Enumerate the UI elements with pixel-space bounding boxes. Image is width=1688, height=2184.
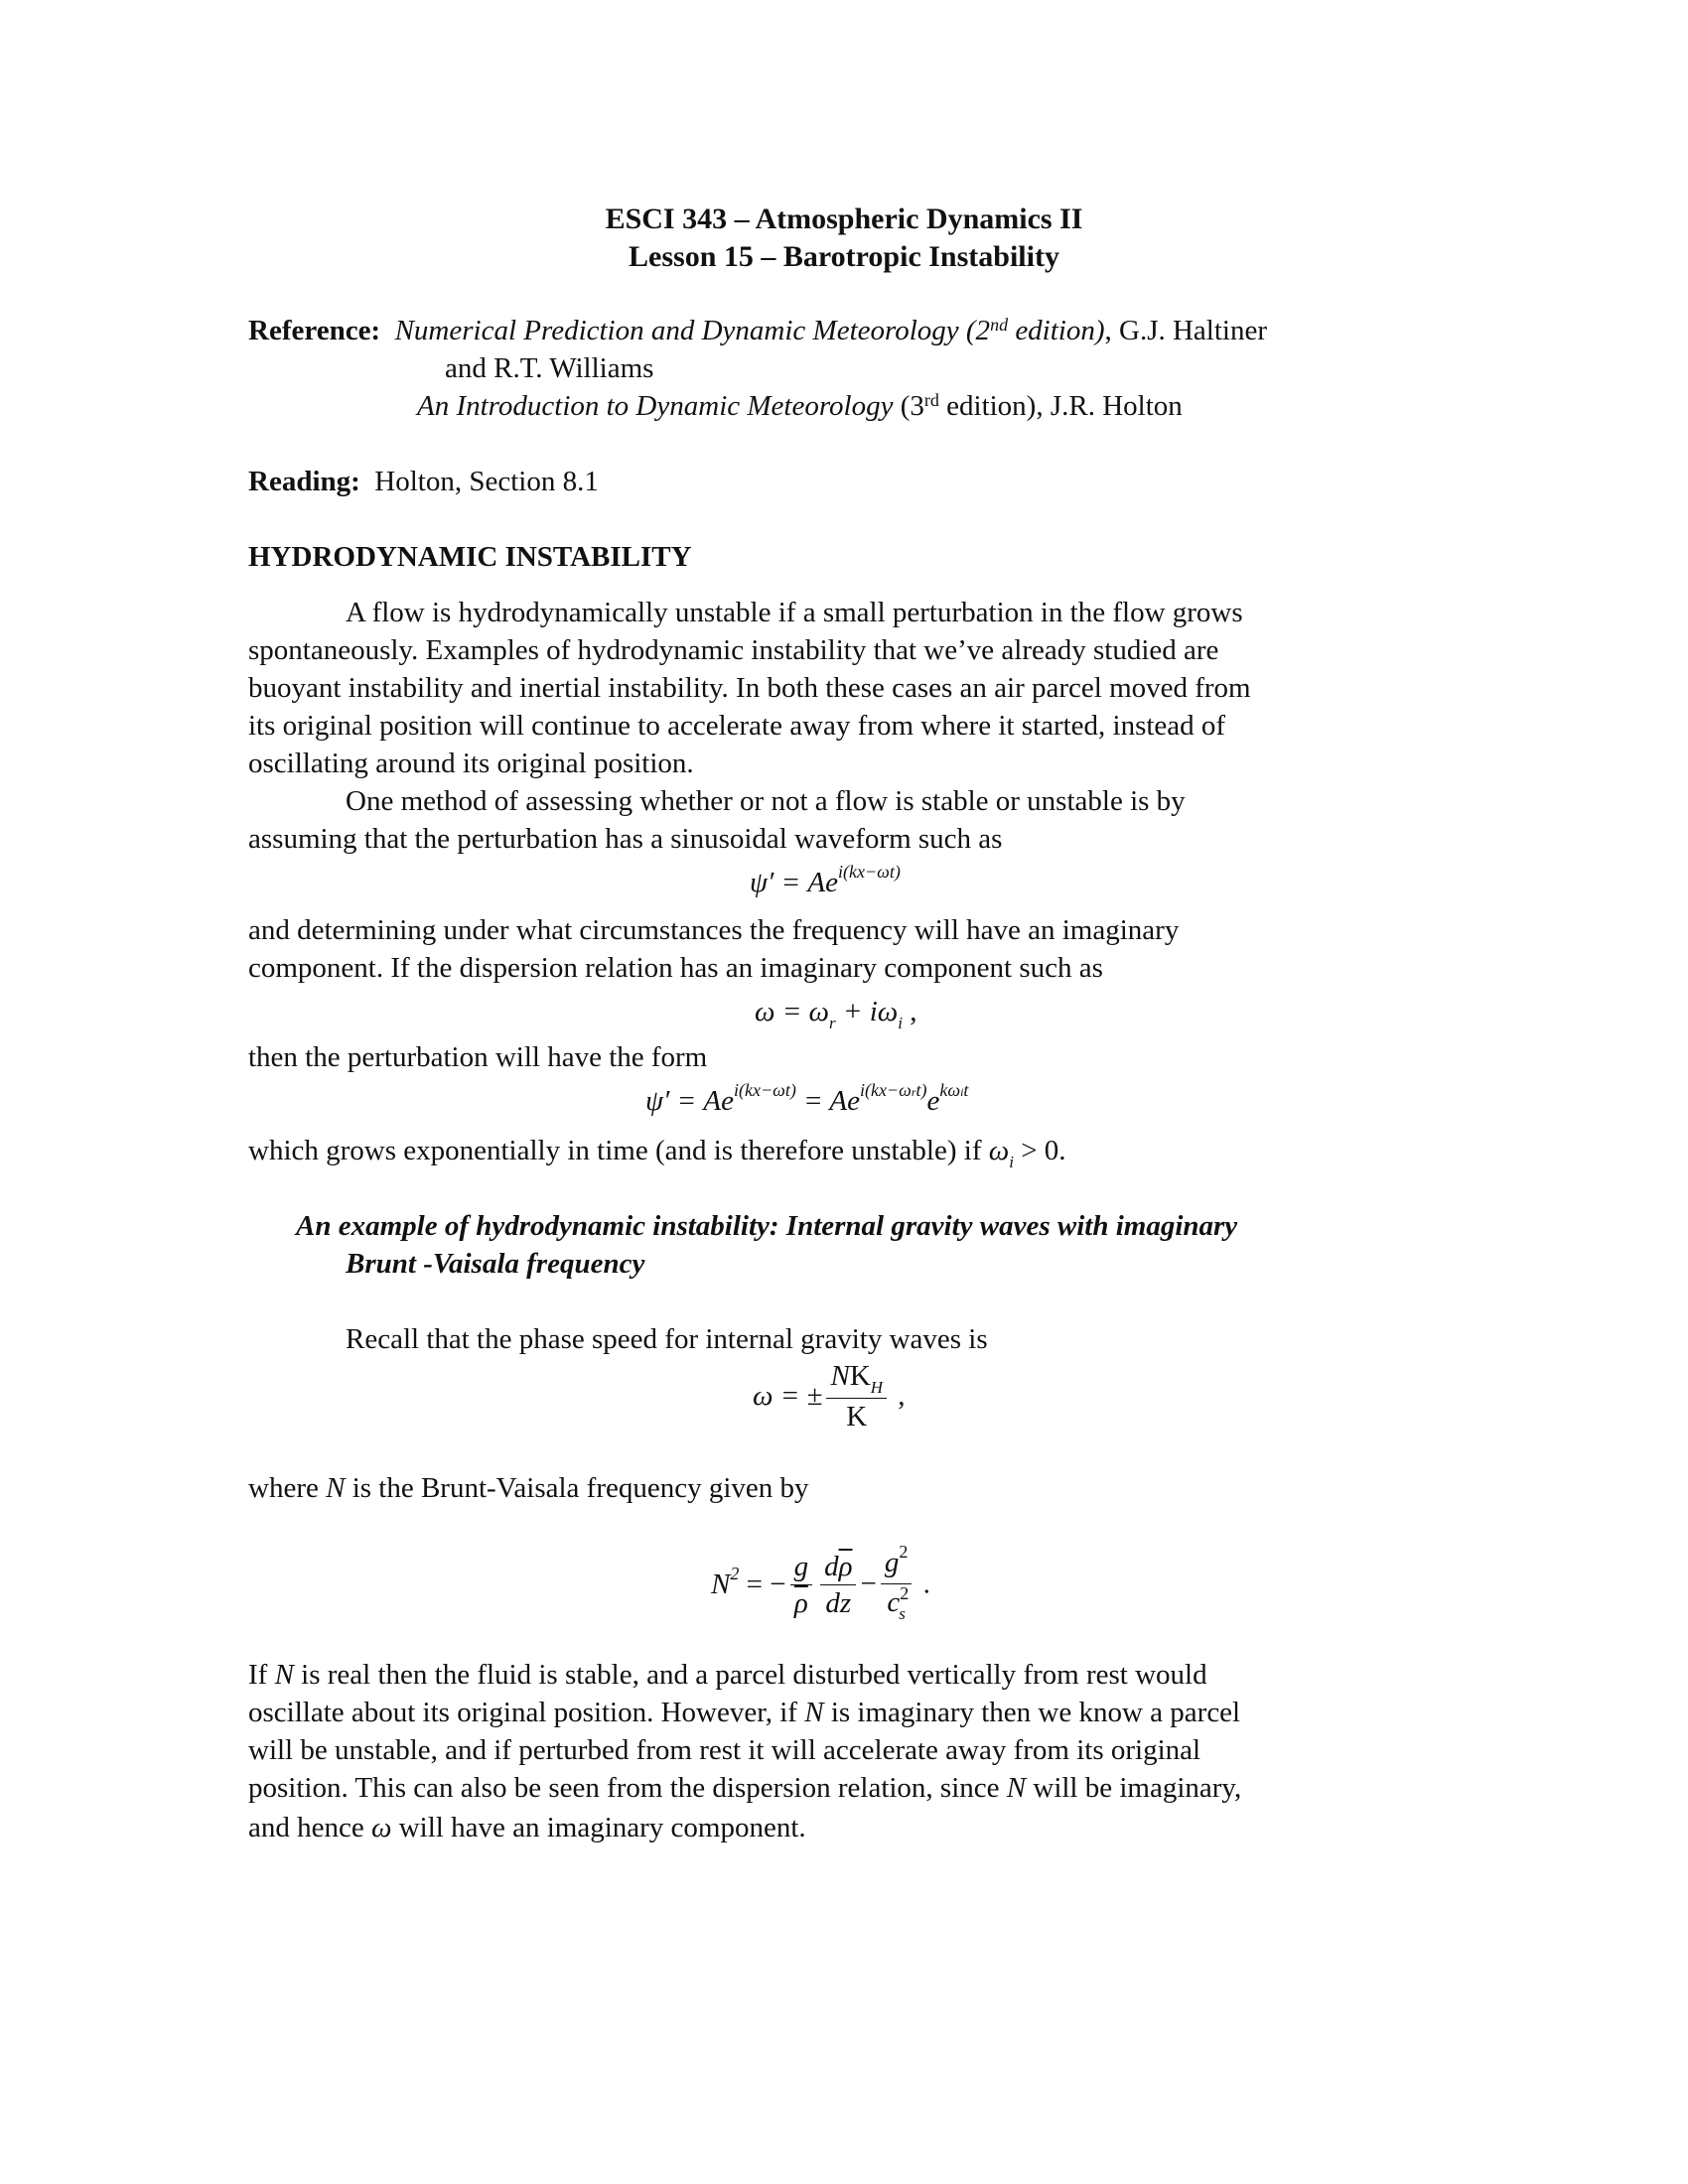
paragraph-8-line: and hence ω will have an imaginary component. [248,1812,806,1843]
section-heading: HYDRODYNAMIC INSTABILITY [248,541,692,573]
reference-2: An Introduction to Dynamic Meteorology (3rd edition), J.R. Holton [417,390,1183,422]
paragraph-2-line: One method of assessing whether or not a flow is stable or unstable is by [346,785,1186,817]
reference-line-1 [248,312,1267,349]
paragraph-1-line: A flow is hydrodynamically unstable if a small perturbation in the flow grows [346,597,1243,628]
paragraph-7: where N is the Brunt-Vaisala frequency given by [248,1472,809,1504]
reference-line-2: and R.T. Williams [445,352,654,384]
paragraph-8-line: will be unstable, and if perturbed from rest it will accelerate away from its original [248,1734,1201,1766]
paragraph-8-line: If N is real then the fluid is stable, and a parcel disturbed vertically from rest would [248,1659,1207,1691]
paragraph-1-line: spontaneously. Examples of hydrodynamic instability that we’ve already studied are [248,634,1219,666]
reference-2-title: An Introduction to Dynamic Meteorology [417,390,894,422]
paragraph-4: then the perturbation will have the form [248,1041,708,1073]
reference-1-title: Numerical Prediction and Dynamic Meteorology (2nd edition) [394,315,1105,346]
reference-1-authors: , G.J. Haltiner [1104,315,1268,346]
paragraph-8-line: position. This can also be seen from the dispersion relation, since N will be imaginary, [248,1772,1242,1804]
reading-line [248,463,599,500]
paragraph-3-line: and determining under what circumstances the frequency will have an imaginary [248,914,1180,946]
lesson-title: Lesson 15 – Barotropic Instability [629,240,1059,273]
reading-value: Holton, Section 8.1 [374,466,599,497]
paragraph-6: Recall that the phase speed for internal gravity waves is [346,1323,988,1355]
equation-growing-perturbation: $\psi' = Ae^{i(kx-\omega t)} = Ae^{i(kx-\omega rt)}e^{k\omega it}$ [645,1080,969,1117]
subheading-line-2: Brunt -Vaisala frequency [346,1248,645,1280]
paragraph-2-line: assuming that the perturbation has a sinusoidal waveform such as [248,823,1003,855]
paragraph-1-line: buoyant instability and inertial instability. In both these cases an air parcel moved from [248,672,1251,704]
equation-wave-form: $\psi' = Ae^{i(kx-\omega t)}$ [750,862,901,898]
reference-label: Reference: [248,315,381,346]
subheading-line-1: An example of hydrodynamic instability: Internal gravity waves with imaginary [296,1210,1238,1242]
paragraph-8-line: oscillate about its original position. However, if N is imaginary then we know a parcel [248,1697,1241,1728]
reading-label: Reading: [248,466,360,497]
course-title: ESCI 343 – Atmospheric Dynamics II [605,203,1083,235]
paragraph-1-line: oscillating around its original position. [248,748,694,779]
paragraph-3-line: component. If the dispersion relation has an imaginary component such as [248,952,1103,984]
equation-brunt-vaisala: $N^2$ = − $\frac{g}{\rho}$ $\frac{d\overline{\rho}}{dz}$ − $\frac{g^2}{c^2_s}$ . [711,1542,930,1623]
equation-complex-frequency: $\omega = \omega_r + i\omega_i$ , [755,996,917,1032]
paragraph-5: which grows exponentially in time (and is therefore unstable) if $\omega_i > 0$. [248,1135,1066,1171]
equation-phase-speed: ω = ± $\frac{NK_H}{K}$ , [753,1360,906,1433]
paragraph-1-line: its original position will continue to accelerate away from where it started, instead of [248,710,1226,742]
